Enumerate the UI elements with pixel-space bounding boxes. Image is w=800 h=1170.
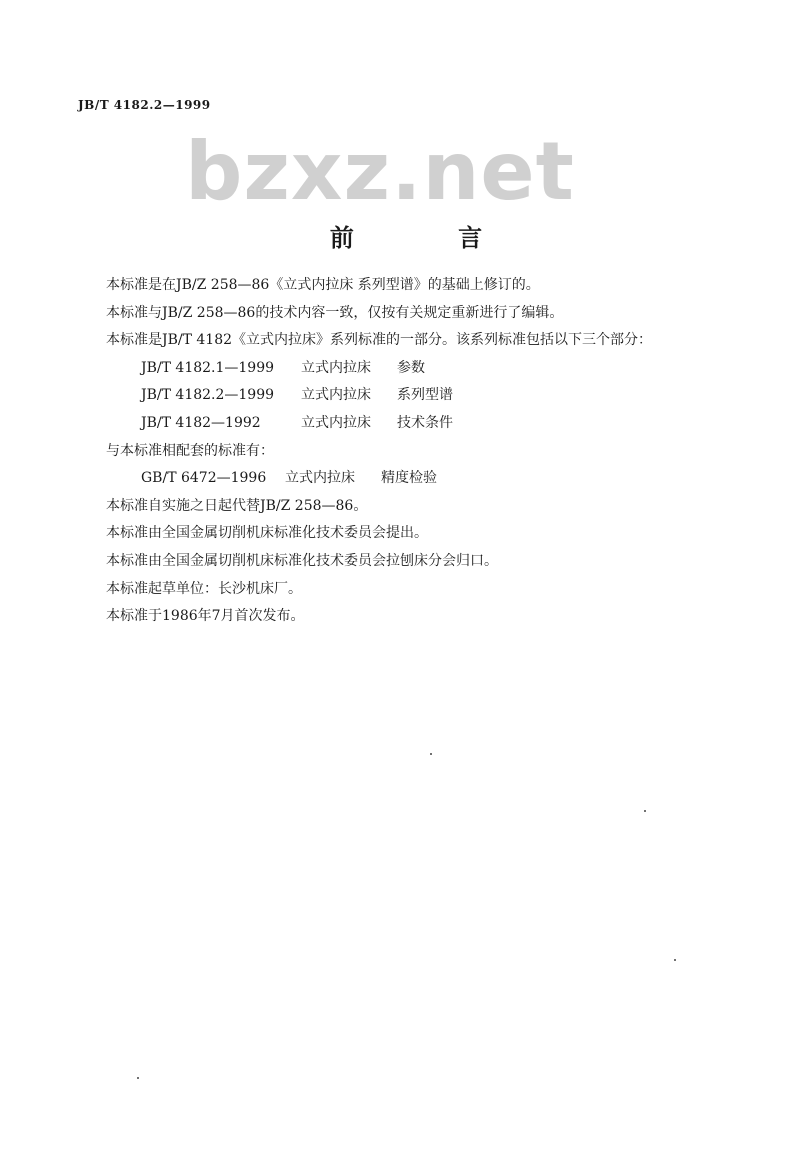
related-standard-code: GB/T 6472—1996 — [141, 470, 267, 487]
related-standard-name: 立式内拉床 — [285, 470, 355, 487]
paragraph-technical-content: 本标准与JB/Z 258—86的技术内容一致，仅按有关规定重新进行了编辑。 — [106, 304, 564, 321]
paragraph-first-issue: 本标准于1986年7月首次发布。 — [106, 608, 305, 625]
paragraph-responsible-body: 本标准由全国金属切削机床标准化技术委员会拉刨床分会归口。 — [106, 552, 498, 569]
series-part-code: JB/T 4182.1—1999 — [141, 359, 275, 376]
series-part-code: JB/T 4182.2—1999 — [141, 387, 275, 404]
watermark: bzxz.net — [185, 125, 575, 218]
series-part-code: JB/T 4182—1992 — [141, 414, 261, 431]
paragraph-replacement: 本标准自实施之日起代替JB/Z 258—86。 — [106, 497, 368, 514]
series-part-row — [106, 410, 756, 438]
series-part-row — [106, 382, 756, 410]
paragraph-related-standards: 与本标准相配套的标准有： — [106, 442, 274, 459]
series-part-row — [106, 355, 756, 383]
page-title: 前 言 — [329, 224, 531, 252]
paragraph-proposer: 本标准由全国金属切削机床标准化技术委员会提出。 — [106, 525, 428, 542]
paragraph-revision-basis: 本标准是在JB/Z 258—86《立式内拉床 系列型谱》的基础上修订的。 — [106, 277, 540, 293]
related-standard-title: 精度检验 — [381, 470, 437, 487]
series-part-name: 立式内拉床 — [301, 414, 371, 431]
scan-speck — [674, 959, 676, 961]
foreword-body — [106, 272, 756, 631]
paragraph-drafting-unit: 本标准起草单位：长沙机床厂。 — [106, 580, 302, 597]
series-part-title: 技术条件 — [397, 414, 453, 431]
series-part-name: 立式内拉床 — [301, 359, 371, 376]
paragraph-series-intro: 本标准是JB/T 4182《立式内拉床》系列标准的一部分。该系列标准包括以下三个部分： — [106, 332, 653, 349]
series-part-title: 系列型谱 — [397, 387, 453, 404]
scan-speck — [137, 1077, 139, 1079]
related-standard-row — [106, 465, 756, 493]
standard-code-header: JB/T 4182.2—1999 — [78, 98, 211, 112]
scan-speck — [644, 810, 646, 812]
scan-speck — [430, 753, 432, 755]
series-part-title: 参数 — [397, 359, 425, 376]
series-part-name: 立式内拉床 — [301, 387, 371, 404]
